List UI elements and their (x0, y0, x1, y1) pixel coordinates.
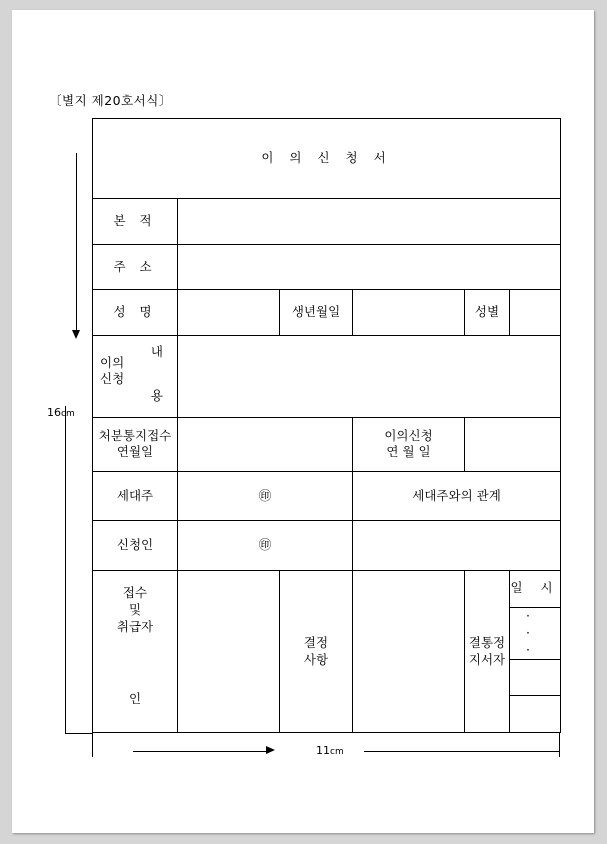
disposition-notice-label-line1: 처분통지접수 (98, 427, 172, 443)
horizontal-measure-unit: cm (330, 747, 344, 757)
applicant-label: 신청인 (93, 521, 178, 571)
vertical-measure-arrowhead (72, 330, 80, 339)
datetime-row-4 (510, 696, 560, 732)
document-page (12, 10, 594, 833)
objection-label-right-top: 내 (150, 343, 163, 359)
table-row-address (93, 244, 561, 290)
objection-date-field[interactable] (465, 418, 561, 472)
handler-field[interactable] (178, 571, 280, 733)
notifier-label (465, 571, 510, 733)
horizontal-measure-right-tick (559, 733, 560, 757)
datetime-row-3 (510, 659, 560, 696)
table-row-householder (93, 471, 561, 521)
permanent-address-field[interactable] (178, 199, 561, 245)
datetime-field-3[interactable] (510, 659, 560, 696)
decision-label-line2: 사항 (303, 651, 329, 667)
horizontal-measure-line-left (133, 751, 269, 752)
datetime-field-4[interactable] (510, 696, 560, 732)
horizontal-measure-left-tick (92, 733, 93, 757)
objection-date-label-line1: 이의신청 (384, 427, 433, 443)
datetime-row-dots (510, 607, 560, 659)
householder-label: 세대주 (93, 471, 178, 521)
notifier-label-line2: 지서자 (468, 651, 506, 667)
disposition-notice-field[interactable] (178, 418, 353, 472)
table-row-receipt-block (93, 571, 561, 733)
gender-label: 성별 (465, 290, 510, 336)
birthdate-field[interactable] (353, 290, 465, 336)
objection-form-table (92, 118, 561, 733)
objection-content-field[interactable] (178, 335, 561, 417)
datetime-subtable-cell (510, 571, 561, 733)
applicant-extra-field[interactable] (353, 521, 561, 571)
householder-seal-field[interactable]: ㊞ (178, 471, 353, 521)
form-code-label: 〔별지 제20호서식〕 (49, 93, 172, 108)
left-measure-rail (65, 406, 66, 734)
disposition-notice-label (93, 418, 178, 472)
objection-label-left: 이의 신청 (100, 354, 125, 386)
vertical-measure-label (47, 406, 75, 419)
handler-label-line3: 취급자 (116, 618, 154, 634)
handler-label-line2: 및 (128, 601, 142, 617)
objection-label-right-bottom: 용 (150, 387, 163, 403)
handler-label-line4: 인 (128, 691, 142, 707)
datetime-dots[interactable]: · · · (510, 607, 560, 659)
horizontal-measure-label (316, 744, 344, 757)
vertical-measure-line (76, 153, 77, 335)
vertical-measure-unit: cm (61, 409, 75, 419)
objection-content-label (93, 335, 178, 417)
horizontal-measure-value: 11 (316, 744, 330, 757)
decision-field[interactable] (353, 571, 465, 733)
horizontal-measure-line-right (364, 751, 559, 752)
table-row-objection-content (93, 335, 561, 417)
permanent-address-label: 본 적 (93, 199, 178, 245)
datetime-row-header (510, 571, 560, 607)
address-field[interactable] (178, 244, 561, 290)
disposition-notice-label-line2: 연월일 (116, 444, 154, 460)
table-row-dates (93, 418, 561, 472)
handler-label (93, 571, 178, 733)
applicant-seal-field[interactable]: ㊞ (178, 521, 353, 571)
notifier-label-line1: 결통정 (468, 634, 506, 650)
form-title: 이 의 신 청 서 (93, 119, 561, 199)
birthdate-label: 생년월일 (280, 290, 353, 336)
objection-date-label (353, 418, 465, 472)
handler-label-stack (93, 585, 177, 636)
horizontal-measure-tick-rule (65, 733, 92, 734)
handler-label-line1: 접수 (122, 585, 148, 601)
decision-label (280, 571, 353, 733)
datetime-subtable (510, 571, 560, 732)
table-row-permanent-address (93, 199, 561, 245)
vertical-measure-value: 16 (47, 406, 61, 419)
objection-date-label-line2: 연 월 일 (386, 444, 431, 460)
table-row-applicant (93, 521, 561, 571)
horizontal-measure-arrowhead (266, 746, 275, 754)
householder-relation-label: 세대주와의 관계 (353, 471, 561, 521)
address-label: 주 소 (93, 244, 178, 290)
datetime-header: 일 시 (510, 571, 560, 607)
decision-label-line1: 결정 (303, 634, 329, 650)
name-label: 성 명 (93, 290, 178, 336)
objection-label-right (151, 344, 163, 403)
table-row-name (93, 290, 561, 336)
name-field[interactable] (178, 290, 280, 336)
gender-field[interactable] (510, 290, 561, 336)
table-row-title (93, 119, 561, 199)
